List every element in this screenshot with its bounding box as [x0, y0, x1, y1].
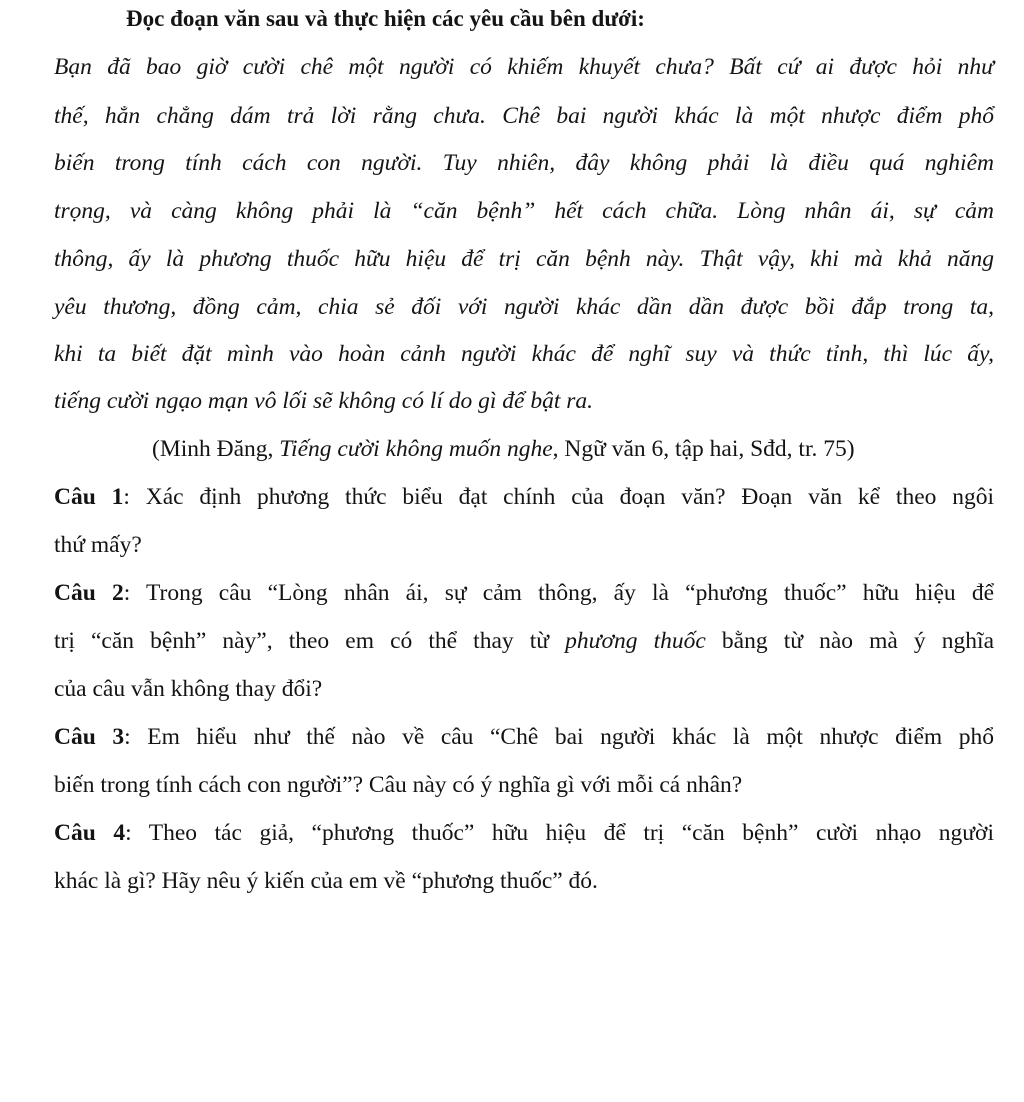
passage-line-5: thông, ấy là phương thuốc hữu hiệu để trị căn bệnh này. Thật vậy, khi mà khả năng — [54, 246, 994, 272]
question-2-text: : Trong câu “Lòng nhân ái, sự cảm thông, ấy là “phương thuốc” hữu hiệu để — [123, 580, 995, 606]
question-3-text: : Em hiểu như thế nào về câu “Chê bai người khác là một nhược điểm phổ — [124, 724, 994, 750]
question-1-line-2: thứ mấy? — [54, 532, 142, 558]
passage-line-7: khi ta biết đặt mình vào hoàn cảnh người khác để nghĩ suy và thức tỉnh, thì lúc ấy, — [54, 341, 994, 367]
question-3-line-2: biến trong tính cách con người”? Câu này có ý nghĩa gì với mỗi cá nhân? — [54, 772, 743, 798]
question-4-line-1 — [54, 818, 994, 848]
question-1-label: Câu 1 — [54, 484, 124, 510]
passage-line-2: thế, hẳn chẳng dám trả lời rằng chưa. Chê bai người khác là một nhược điểm phổ — [54, 103, 994, 129]
question-2-emphasis: phương thuốc — [565, 628, 706, 654]
citation — [152, 434, 1024, 464]
question-2-label: Câu 2 — [54, 580, 124, 606]
question-3-line-1 — [54, 722, 994, 752]
question-1-line-1 — [54, 482, 994, 512]
question-3-label: Câu 3 — [54, 724, 125, 750]
passage-line-4: trọng, và càng không phải là “căn bệnh” hết cách chữa. Lòng nhân ái, sự cảm — [54, 198, 994, 224]
citation-prefix: (Minh Đăng, — [152, 436, 280, 462]
question-4-label: Câu 4 — [54, 820, 126, 846]
passage-line-1: Bạn đã bao giờ cười chê một người có khiếm khuyết chưa? Bất cứ ai được hỏi như — [54, 54, 994, 80]
passage-line-8: tiếng cười ngạo mạn vô lối sẽ không có lí do gì để bật ra. — [54, 388, 594, 414]
question-2-line-2 — [54, 626, 994, 656]
passage-line-3: biến trong tính cách con người. Tuy nhiên, đây không phải là điều quá nghiêm — [54, 150, 994, 176]
citation-suffix: , Ngữ văn 6, tập hai, Sđd, tr. 75) — [552, 436, 855, 462]
instruction-heading: Đọc đoạn văn sau và thực hiện các yêu cầu bên dưới: — [126, 6, 645, 31]
question-4-line-2: khác là gì? Hãy nêu ý kiến của em về “phương thuốc” đó. — [54, 868, 598, 894]
passage-line-6: yêu thương, đồng cảm, chia sẻ đối với người khác dần dần được bồi đắp trong ta, — [54, 294, 994, 320]
question-2-line-3: của câu vẫn không thay đổi? — [54, 676, 323, 702]
question-4-text: : Theo tác giả, “phương thuốc” hữu hiệu để trị “căn bệnh” cười nhạo người — [125, 820, 994, 846]
question-2-text-b: bằng từ nào mà ý nghĩa — [705, 628, 994, 654]
question-2-line-1 — [54, 578, 994, 608]
question-1-text: : Xác định phương thức biểu đạt chính của đoạn văn? Đoạn văn kể theo ngôi — [123, 484, 995, 510]
citation-title: Tiếng cười không muốn nghe — [279, 436, 553, 462]
question-2-text-a: trị “căn bệnh” này”, theo em có thể thay từ — [54, 628, 566, 654]
